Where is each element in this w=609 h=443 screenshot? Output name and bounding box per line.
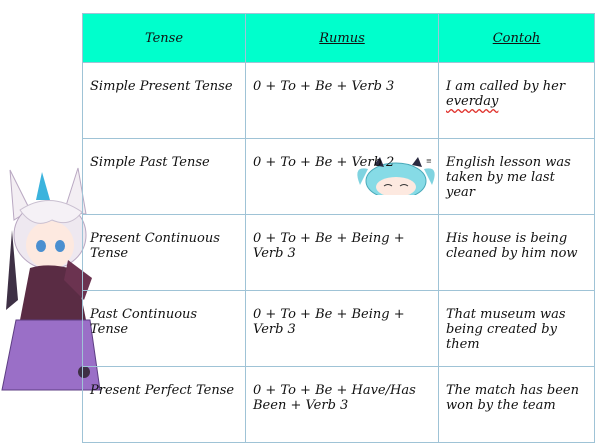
table-row — [83, 215, 595, 291]
formula-cell: 0 + To + Be + Have/Has Been + Verb 3 — [246, 367, 439, 443]
misspelled-word: everday — [446, 94, 499, 109]
example-cell: I am called by her everday — [439, 63, 595, 139]
table-row — [83, 63, 595, 139]
table-header-row — [83, 14, 595, 63]
tense-cell: Past Continuous Tense — [83, 291, 246, 367]
tense-cell: Present Continuous Tense — [83, 215, 246, 291]
tense-cell: Simple Present Tense — [83, 63, 246, 139]
svg-text:≡: ≡ — [426, 157, 432, 165]
example-cell: His house is being cleaned by him now — [439, 215, 595, 291]
table-row — [83, 139, 595, 215]
header-cell-rumus: Rumus — [246, 14, 439, 63]
tense-cell: Simple Past Tense — [83, 139, 246, 215]
tense-cell: Present Perfect Tense — [83, 367, 246, 443]
formula-cell: 0 + To + Be + Being + Verb 3 — [246, 291, 439, 367]
header-cell-contoh: Contoh — [439, 14, 595, 63]
example-cell: English lesson was taken by me last year — [439, 139, 595, 215]
table-row — [83, 367, 595, 443]
tense-table — [82, 13, 595, 443]
formula-cell: 0 + To + Be + Verb 3 — [246, 63, 439, 139]
example-cell: That museum was being created by them — [439, 291, 595, 367]
formula-cell: 0 + To + Be + Being + Verb 3 — [246, 215, 439, 291]
table-row — [83, 291, 595, 367]
formula-cell: 0 + To + Be + Verb 2 — [246, 139, 439, 215]
example-cell: The match has been won by the team — [439, 367, 595, 443]
header-cell-tense: Tense — [83, 14, 246, 63]
